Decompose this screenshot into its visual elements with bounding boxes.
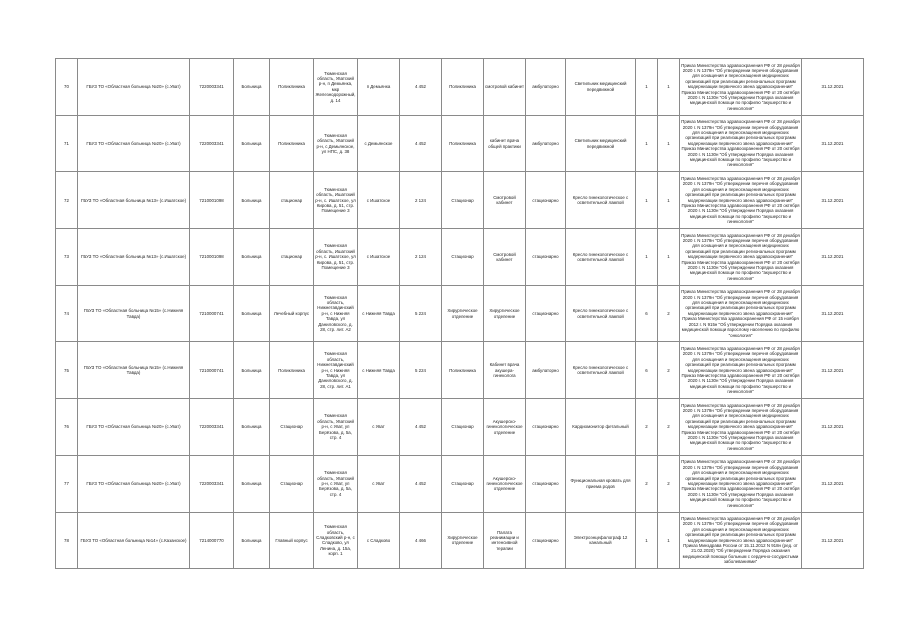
- inn-cell: 7220003341: [190, 399, 234, 456]
- equipment-name: Кардиомонитор фетальный: [566, 399, 636, 456]
- table-row: [56, 172, 864, 229]
- locality-cell: с Сладково: [358, 512, 400, 569]
- equipment-name: Кресло гинекологическое с осветительной лампой: [566, 342, 636, 399]
- unit-cell: стационар: [270, 229, 314, 286]
- room-cell: Кабинет врача акушера-гинеколога: [484, 342, 526, 399]
- organization-name: ГБУЗ ТО «Областная больница №15» (с.Нижняя Тавда): [78, 285, 190, 342]
- division-cell: Поликлиника: [442, 342, 484, 399]
- quantity-planned: 2: [658, 285, 680, 342]
- inn-cell: 7210001098: [190, 229, 234, 286]
- quantity-needed: 1: [636, 172, 658, 229]
- division-cell: Поликлиника: [442, 59, 484, 116]
- address-cell: Тюменская область, Уватский р-н, с Уват, ул Берёзова, д. 5а, стр. 4: [314, 455, 358, 512]
- locality-cell: с Нижняя Тавда: [358, 285, 400, 342]
- address-cell: Тюменская область, Ишатский р-н, с. Ишатское, ул Кирова, д. 51, стр. Помещение 3: [314, 229, 358, 286]
- unit-cell: Поликлиника: [270, 59, 314, 116]
- room-cell: Смотровой кабинет: [484, 172, 526, 229]
- inn-cell: 7220003341: [190, 59, 234, 116]
- room-cell: Смотровой кабинет: [484, 229, 526, 286]
- table-row: [56, 399, 864, 456]
- quantity-needed: 1: [636, 229, 658, 286]
- equipment-table: [55, 58, 864, 569]
- quantity-needed: 6: [636, 285, 658, 342]
- facility-type: Больница: [234, 115, 270, 172]
- address-cell: Тюменская область, Сладковский р-н, с Сладково, ул Ленина, д. 15а, корп. 1: [314, 512, 358, 569]
- okato-cell: 2 124: [400, 229, 442, 286]
- address-cell: Тюменская область, Нижнетавдинский р-н, с Нижняя Тавда, ул Даниловского, д. 28, стр. лит. А1: [314, 342, 358, 399]
- legal-basis: Приказ Министерства здравоохранения РФ от 28 декабря 2020 г. N 1379н "Об утверждении перечня оборудования для оснащения и переоснащения медицинских организаций при реализации региональных программ модернизации первичного звена здравоохранения" Приказ Министерства здравоохранения РФ от 20 октября 2020 г. N 1130н "Об утверждении Порядка оказания медицинской помощи по профилю "акушерство и гинекология": [680, 115, 802, 172]
- row-number: 76: [56, 399, 78, 456]
- quantity-planned: 2: [658, 455, 680, 512]
- unit-cell: Поликлиника: [270, 342, 314, 399]
- locality-cell: с Нижняя Тавда: [358, 342, 400, 399]
- legal-basis: Приказ Министерства здравоохранения РФ от 28 декабря 2020 г. N 1379н "Об утверждении перечня оборудования для оснащения и переоснащения медицинских организаций при реализации региональных программ модернизации первичного звена здравоохранения" Приказ Министерства здравоохранения РФ от 20 октября 2020 г. N 1130н "Об утверждении Порядка оказания медицинской помощи по профилю "акушерство и гинекология": [680, 455, 802, 512]
- okato-cell: 4 466: [400, 512, 442, 569]
- legal-basis: Приказ Министерства здравоохранения РФ от 28 декабря 2020 г. N 1379н "Об утверждении перечня оборудования для оснащения и переоснащения медицинских организаций при реализации региональных программ модернизации первичного звена здравоохранения" Приказ Минздрава России от 15.11.2012 N 918н (ред. от 21.02.2020) "Об утверждении Порядка оказания медицинской помощи больным с сердечно-сосудистыми заболеваниями": [680, 512, 802, 569]
- facility-type: Больница: [234, 512, 270, 569]
- equipment-name: Светильник медицинский передвижной: [566, 115, 636, 172]
- row-number: 74: [56, 285, 78, 342]
- facility-type: Больница: [234, 399, 270, 456]
- care-type: стационарно: [526, 512, 566, 569]
- organization-name: ГБУЗ ТО «Областная больница №14» (с.Казанское): [78, 512, 190, 569]
- organization-name: ГБУЗ ТО «Областная больница №20» (с.Уват): [78, 115, 190, 172]
- locality-cell: с Ишатское: [358, 229, 400, 286]
- okato-cell: 2 124: [400, 172, 442, 229]
- table-row: [56, 285, 864, 342]
- room-cell: Акушерско-гинекологическое отделение: [484, 455, 526, 512]
- division-cell: Стационар: [442, 455, 484, 512]
- inn-cell: 7220003341: [190, 455, 234, 512]
- locality-cell: п Демьянка: [358, 59, 400, 116]
- row-number: 73: [56, 229, 78, 286]
- unit-cell: Стационар: [270, 399, 314, 456]
- table-row: [56, 229, 864, 286]
- equipment-name: Кресло гинекологическое с осветительной лампой: [566, 285, 636, 342]
- legal-basis: Приказ Министерства здравоохранения РФ от 28 декабря 2020 г. N 1379н "Об утверждении перечня оборудования для оснащения и переоснащения медицинских организаций при реализации региональных программ модернизации первичного звена здравоохранения" Приказ Министерства здравоохранения РФ от 20 октября 2020 г. N 1130н "Об утверждении Порядка оказания медицинской помощи по профилю "акушерство и гинекология": [680, 172, 802, 229]
- deadline-date: 31.12.2021: [802, 512, 864, 569]
- inn-cell: 7210000741: [190, 342, 234, 399]
- legal-basis: Приказ Министерства здравоохранения РФ от 28 декабря 2020 г. N 1379н "Об утверждении перечня оборудования для оснащения и переоснащения медицинских организаций при реализации региональных программ модернизации первичного звена здравоохранения" Приказ Министерства здравоохранения РФ от 20 октября 2020 г. N 1130н "Об утверждении Порядка оказания медицинской помощи по профилю "акушерство и гинекология": [680, 399, 802, 456]
- row-number: 72: [56, 172, 78, 229]
- care-type: стационарно: [526, 229, 566, 286]
- row-number: 77: [56, 455, 78, 512]
- deadline-date: 31.12.2021: [802, 342, 864, 399]
- deadline-date: 31.12.2021: [802, 59, 864, 116]
- equipment-name: Функциональная кровать для приема родов: [566, 455, 636, 512]
- row-number: 71: [56, 115, 78, 172]
- division-cell: Хирургическое отделение: [442, 512, 484, 569]
- okato-cell: 4 452: [400, 59, 442, 116]
- quantity-planned: 2: [658, 399, 680, 456]
- unit-cell: стационар: [270, 172, 314, 229]
- organization-name: ГБУЗ ТО «Областная больница №20» (с.Уват): [78, 59, 190, 116]
- unit-cell: Главный корпус: [270, 512, 314, 569]
- division-cell: Стационар: [442, 399, 484, 456]
- inn-cell: 7210000741: [190, 285, 234, 342]
- division-cell: Стационар: [442, 172, 484, 229]
- facility-type: Больница: [234, 59, 270, 116]
- unit-cell: Поликлиника: [270, 115, 314, 172]
- equipment-name: Электроэнцефалограф 12 канальный: [566, 512, 636, 569]
- okato-cell: 5 224: [400, 285, 442, 342]
- unit-cell: Стационар: [270, 455, 314, 512]
- room-cell: кабинет врача общей практики: [484, 115, 526, 172]
- quantity-needed: 2: [636, 455, 658, 512]
- quantity-planned: 1: [658, 229, 680, 286]
- facility-type: Больница: [234, 172, 270, 229]
- quantity-planned: 1: [658, 512, 680, 569]
- quantity-planned: 2: [658, 342, 680, 399]
- care-type: амбулаторно: [526, 115, 566, 172]
- equipment-name: Кресло гинекологическое с осветительной лампой: [566, 229, 636, 286]
- deadline-date: 31.12.2021: [802, 172, 864, 229]
- row-number: 70: [56, 59, 78, 116]
- care-type: амбулаторно: [526, 342, 566, 399]
- address-cell: Тюменская область, Уватский р-н, с Демьянское, ул НПС, д. 38: [314, 115, 358, 172]
- room-cell: Акушерско-гинекологическое отделение: [484, 399, 526, 456]
- address-cell: Тюменская область, Уватский р-н, с Уват, ул Берёзова, д. 5а, стр. 4: [314, 399, 358, 456]
- locality-cell: с Демьянское: [358, 115, 400, 172]
- table-row: [56, 512, 864, 569]
- quantity-needed: 1: [636, 512, 658, 569]
- care-type: стационарно: [526, 455, 566, 512]
- room-cell: Палата реанимации и интенсивной терапии: [484, 512, 526, 569]
- quantity-planned: 1: [658, 115, 680, 172]
- care-type: амбулаторно: [526, 59, 566, 116]
- okato-cell: 4 452: [400, 399, 442, 456]
- table-row: [56, 115, 864, 172]
- quantity-planned: 1: [658, 172, 680, 229]
- legal-basis: Приказ Министерства здравоохранения РФ от 28 декабря 2020 г. N 1379н "Об утверждении перечня оборудования для оснащения и переоснащения медицинских организаций при реализации региональных программ модернизации первичного звена здравоохранения" Приказ Министерства здравоохранения РФ от 20 октября 2020 г. N 1130н "Об утверждении Порядка оказания медицинской помощи по профилю "акушерство и гинекология": [680, 59, 802, 116]
- deadline-date: 31.12.2021: [802, 399, 864, 456]
- facility-type: Больница: [234, 229, 270, 286]
- quantity-needed: 1: [636, 115, 658, 172]
- locality-cell: с Уват: [358, 399, 400, 456]
- okato-cell: 5 224: [400, 342, 442, 399]
- facility-type: Больница: [234, 285, 270, 342]
- equipment-name: Светильник медицинский передвижной: [566, 59, 636, 116]
- address-cell: Тюменская область, Ишатский р-н, с. Ишатское, ул Кирова, д. 51, стр. Помещение 3: [314, 172, 358, 229]
- table-row: [56, 455, 864, 512]
- legal-basis: Приказ Министерства здравоохранения РФ от 28 декабря 2020 г. N 1379н "Об утверждении перечня оборудования для оснащения и переоснащения медицинских организаций при реализации региональных программ модернизации первичного звена здравоохранения" Приказ Министерства здравоохранения РФ от 20 октября 2020 г. N 1130н "Об утверждении Порядка оказания медицинской помощи по профилю "акушерство и гинекология": [680, 342, 802, 399]
- organization-name: ГБУЗ ТО «Областная больница №13» (с.Ишатское): [78, 172, 190, 229]
- okato-cell: 4 452: [400, 115, 442, 172]
- okato-cell: 4 452: [400, 455, 442, 512]
- care-type: стационарно: [526, 285, 566, 342]
- division-cell: Поликлиника: [442, 115, 484, 172]
- deadline-date: 31.12.2021: [802, 115, 864, 172]
- deadline-date: 31.12.2021: [802, 455, 864, 512]
- equipment-name: Кресло гинекологическое с осветительной лампой: [566, 172, 636, 229]
- unit-cell: Лечебный корпус: [270, 285, 314, 342]
- quantity-needed: 2: [636, 399, 658, 456]
- quantity-needed: 6: [636, 342, 658, 399]
- organization-name: ГБУЗ ТО «Областная больница №20» (с.Уват): [78, 455, 190, 512]
- locality-cell: с Уват: [358, 455, 400, 512]
- deadline-date: 31.12.2021: [802, 229, 864, 286]
- inn-cell: 7210001098: [190, 172, 234, 229]
- organization-name: ГБУЗ ТО «Областная больница №13» (с.Ишатское): [78, 229, 190, 286]
- deadline-date: 31.12.2021: [802, 285, 864, 342]
- inn-cell: 7214000770: [190, 512, 234, 569]
- organization-name: ГБУЗ ТО «Областная больница №20» (с.Уват): [78, 399, 190, 456]
- care-type: стационарно: [526, 399, 566, 456]
- division-cell: Стационар: [442, 229, 484, 286]
- legal-basis: Приказ Министерства здравоохранения РФ от 28 декабря 2020 г. N 1379н "Об утверждении перечня оборудования для оснащения и переоснащения медицинских организаций при реализации региональных программ модернизации первичного звена здравоохранения" Приказ Министерства здравоохранения РФ от 15 ноября 2012 г. N 915н "Об утверждении Порядка оказания медицинской помощи взрослому населению по профилю "онкология": [680, 285, 802, 342]
- care-type: стационарно: [526, 172, 566, 229]
- address-cell: Тюменская область, Уватский р-н, п Демьянка, мкр Железнодорожный, д. 14: [314, 59, 358, 116]
- address-cell: Тюменская область, Нижнетавдинский р-н, с Нижняя Тавда, ул Даниловского, д. 28, стр. лит. А2: [314, 285, 358, 342]
- inn-cell: 7220003341: [190, 115, 234, 172]
- table-row: [56, 342, 864, 399]
- quantity-needed: 1: [636, 59, 658, 116]
- facility-type: Больница: [234, 455, 270, 512]
- division-cell: Хирургическое отделение: [442, 285, 484, 342]
- row-number: 75: [56, 342, 78, 399]
- organization-name: ГБУЗ ТО «Областная больница №15» (с.Нижняя Тавда): [78, 342, 190, 399]
- quantity-planned: 1: [658, 59, 680, 116]
- legal-basis: Приказ Министерства здравоохранения РФ от 28 декабря 2020 г. N 1379н "Об утверждении перечня оборудования для оснащения и переоснащения медицинских организаций при реализации региональных программ модернизации первичного звена здравоохранения" Приказ Министерства здравоохранения РФ от 20 октября 2020 г. N 1130н "Об утверждении Порядка оказания медицинской помощи по профилю "акушерство и гинекология": [680, 229, 802, 286]
- room-cell: Хирургическое отделение: [484, 285, 526, 342]
- room-cell: смотровой кабинет: [484, 59, 526, 116]
- table-row: [56, 59, 864, 116]
- row-number: 78: [56, 512, 78, 569]
- facility-type: Больница: [234, 342, 270, 399]
- locality-cell: с Ишатское: [358, 172, 400, 229]
